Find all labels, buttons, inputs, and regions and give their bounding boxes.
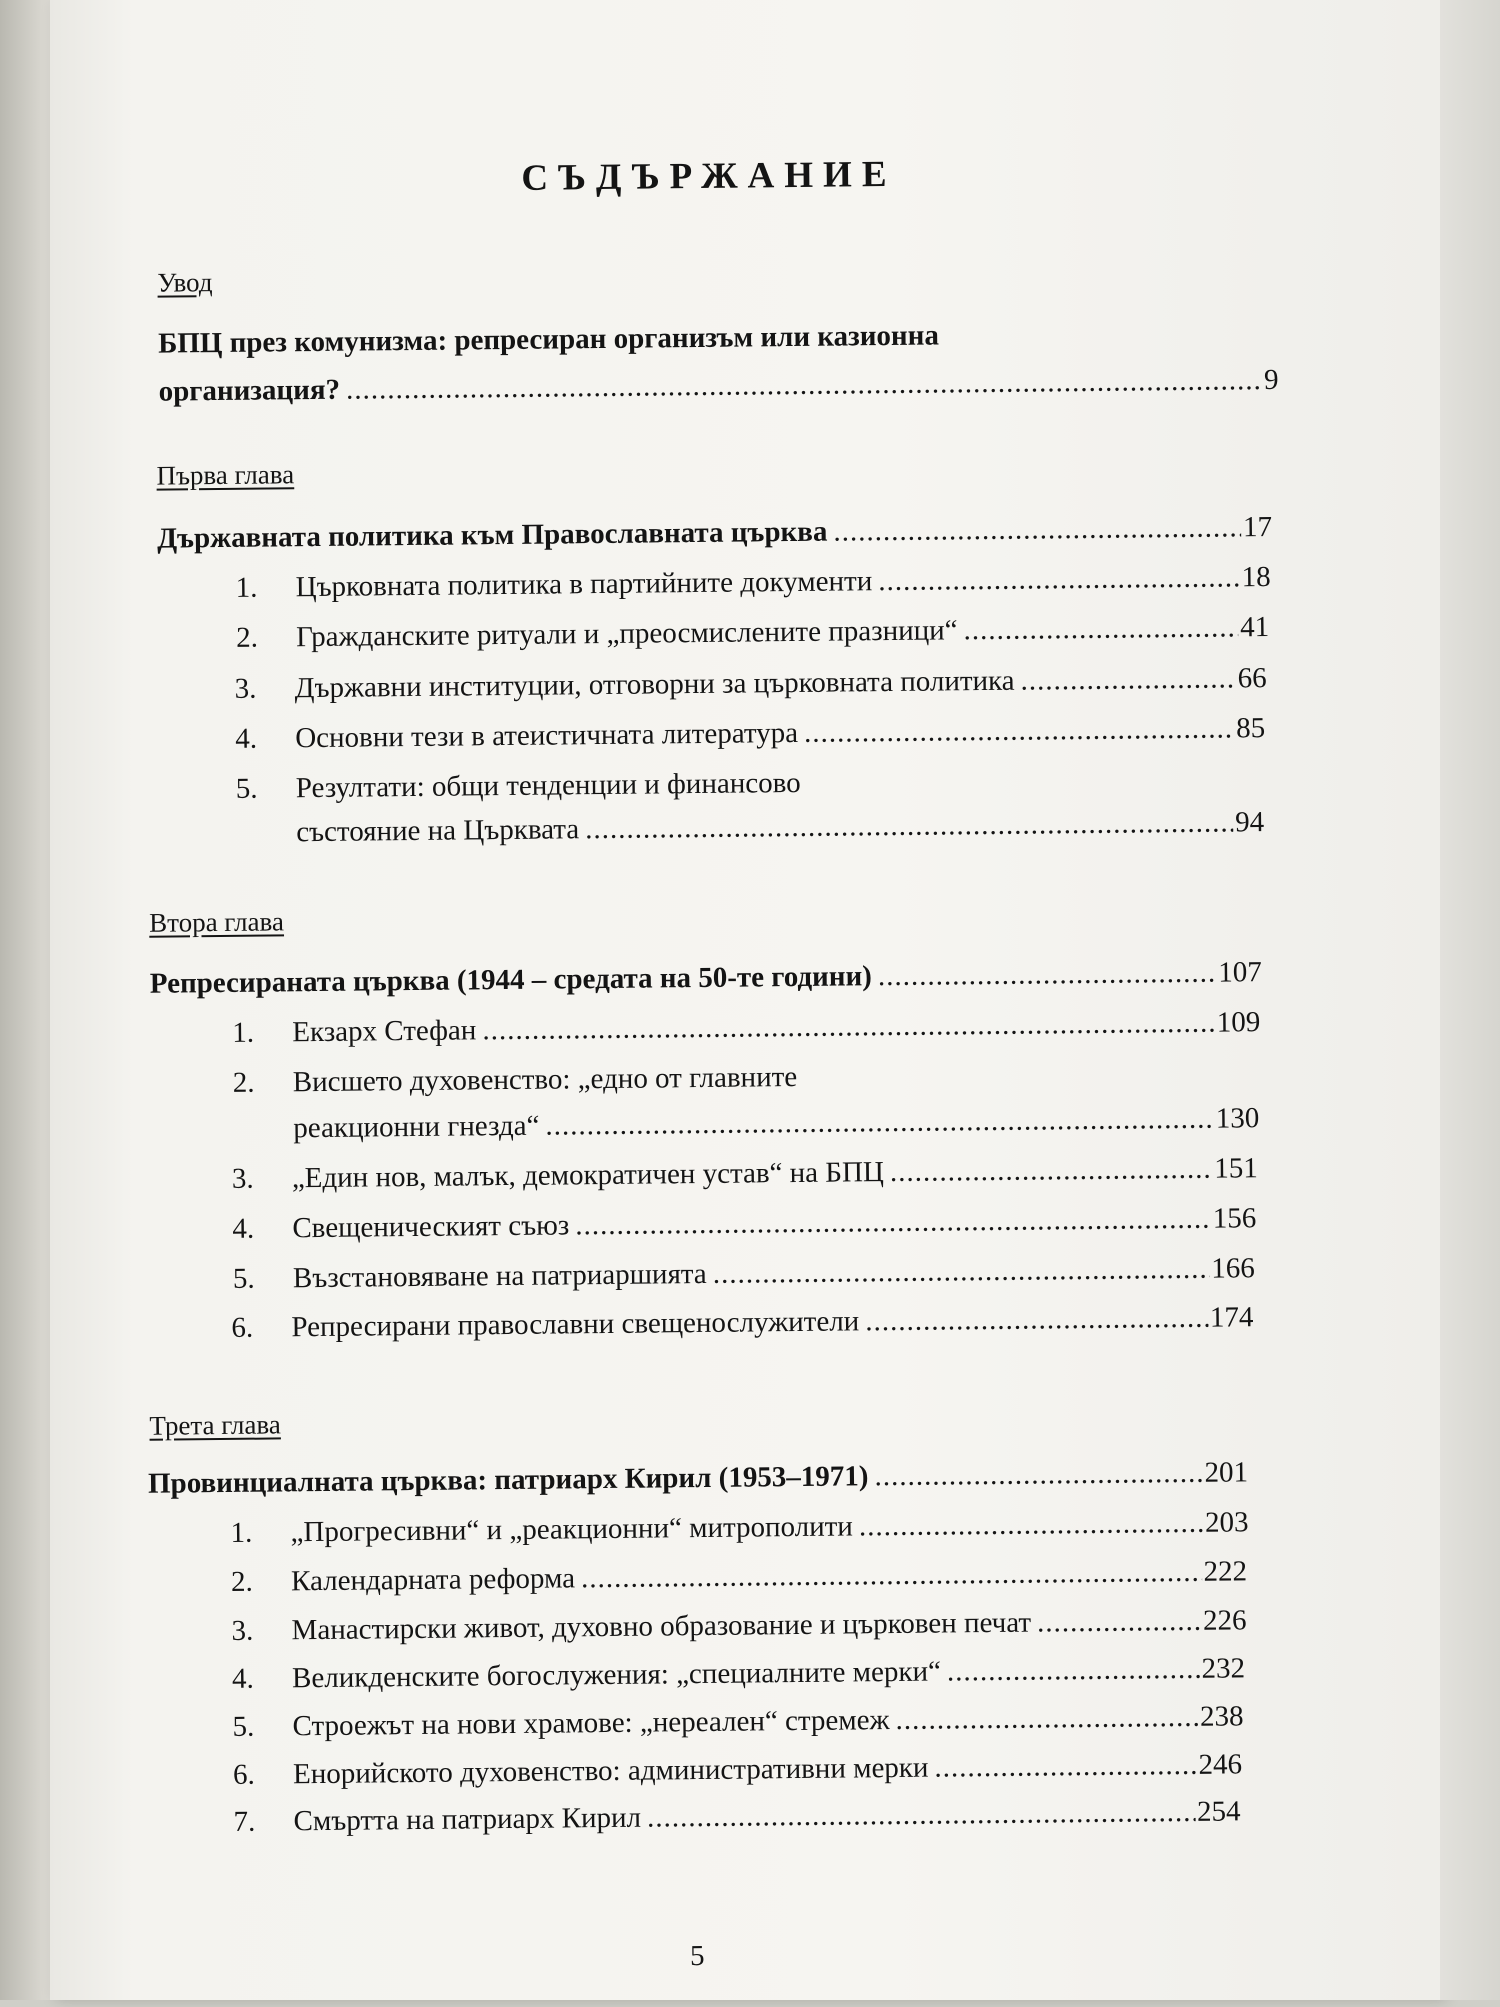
chapter3-item bbox=[233, 1795, 1240, 1839]
dot-leader bbox=[581, 1556, 1202, 1595]
item-number: 4. bbox=[231, 1662, 255, 1695]
dot-leader bbox=[585, 806, 1233, 846]
item-text: „Един нов, малък, демократичен устав“ на БПЦ bbox=[291, 1156, 885, 1195]
chapter2-item-line2 bbox=[293, 1102, 1259, 1145]
dot-leader bbox=[575, 1203, 1211, 1243]
intro-title-entry bbox=[158, 364, 1278, 409]
item-page-number: 246 bbox=[1198, 1748, 1243, 1781]
chapter1-title-entry bbox=[157, 511, 1272, 556]
chapter2-label: Втора глава bbox=[149, 906, 285, 938]
item-page-number: 130 bbox=[1215, 1102, 1260, 1135]
item-text: Календарната реформа bbox=[290, 1562, 576, 1598]
item-number: 3. bbox=[234, 672, 257, 705]
chapter3-item bbox=[232, 1700, 1243, 1744]
chapter3-item bbox=[231, 1555, 1247, 1599]
intro-title-line1: БПЦ през комунизма: репресиран организъм или казионна bbox=[157, 319, 940, 360]
item-text: Църковната политика в партийните документи bbox=[295, 565, 873, 604]
item-text: Енорийското духовенство: административни мерки bbox=[292, 1751, 929, 1791]
item-number: 5. bbox=[235, 772, 258, 805]
page-title: СЪДЪРЖАНИЕ bbox=[521, 153, 897, 199]
intro-title-line2: организация? bbox=[158, 373, 341, 408]
item-page-number: 222 bbox=[1203, 1555, 1248, 1588]
item-page-number: 18 bbox=[1241, 561, 1271, 594]
item-text: Висшето духовенство: „едно от главните bbox=[292, 1060, 798, 1099]
item-page-number: 166 bbox=[1211, 1252, 1256, 1285]
item-page-number: 226 bbox=[1202, 1604, 1247, 1637]
item-text: Репресирани православни свещенослужители bbox=[291, 1305, 860, 1344]
item-page-number: 174 bbox=[1209, 1301, 1254, 1334]
chapter2-item bbox=[232, 1202, 1256, 1246]
item-text: Възстановяване на патриаршията bbox=[292, 1257, 707, 1295]
item-text: реакционни гнезда“ bbox=[293, 1109, 540, 1145]
item-page-number: 151 bbox=[1214, 1152, 1258, 1185]
item-text: Манастирски живот, духовно образование и църковен печат bbox=[291, 1606, 1032, 1647]
item-number: 1. bbox=[232, 1016, 255, 1049]
chapter3-item bbox=[232, 1652, 1245, 1696]
intro-page-number: 9 bbox=[1263, 363, 1279, 397]
item-number: 4. bbox=[232, 1212, 255, 1245]
item-text: Великденските богослужения: „специалните мерки“ bbox=[291, 1655, 942, 1695]
item-number: 7. bbox=[233, 1805, 256, 1838]
dot-leader bbox=[833, 511, 1241, 548]
chapter1-item bbox=[235, 712, 1265, 756]
chapter1-item-line2 bbox=[296, 806, 1264, 849]
dot-leader bbox=[890, 1153, 1213, 1189]
chapter1-label: Първа глава bbox=[156, 459, 295, 491]
item-page-number: 156 bbox=[1212, 1202, 1257, 1235]
chapter2-item bbox=[233, 1252, 1255, 1296]
dot-leader bbox=[963, 611, 1238, 647]
chapter3-title: Провинциалната църква: патриарх Кирил (1953–1971) bbox=[147, 1460, 869, 1500]
item-page-number: 203 bbox=[1204, 1506, 1249, 1539]
dot-leader bbox=[859, 1507, 1203, 1544]
item-page-number: 94 bbox=[1235, 806, 1265, 839]
item-page-number: 85 bbox=[1236, 712, 1266, 745]
chapter1-item bbox=[235, 662, 1267, 706]
chapter2-title: Репресираната църква (1944 – средата на 50-те години) bbox=[149, 960, 873, 1000]
item-number: 5. bbox=[232, 1262, 255, 1295]
item-text: Свещеническият съюз bbox=[292, 1209, 570, 1245]
dot-leader bbox=[482, 1007, 1215, 1048]
chapter2-item bbox=[231, 1301, 1253, 1345]
item-page-number: 232 bbox=[1201, 1652, 1246, 1685]
dot-leader bbox=[713, 1253, 1210, 1291]
dot-leader bbox=[647, 1796, 1195, 1835]
dot-leader bbox=[878, 561, 1240, 598]
dot-leader bbox=[545, 1103, 1214, 1143]
item-page-number: 41 bbox=[1239, 611, 1270, 644]
item-page-number: 238 bbox=[1199, 1700, 1244, 1733]
item-number: 3. bbox=[231, 1162, 254, 1195]
item-text: Строежът на нови храмове: „нереален“ стремеж bbox=[292, 1704, 890, 1743]
chapter2-item bbox=[232, 1006, 1260, 1050]
chapter1-item bbox=[236, 611, 1269, 655]
chapter1-title: Държавната политика към Православната църква bbox=[156, 515, 828, 555]
chapter2-item-line1 bbox=[233, 1061, 798, 1100]
item-text: Гражданските ритуали и „преосмислените празници“ bbox=[296, 614, 958, 654]
chapter3-page-number: 201 bbox=[1204, 1456, 1249, 1489]
item-number: 1. bbox=[230, 1516, 253, 1549]
item-text: Основни тези в атеистичната литература bbox=[295, 716, 799, 755]
item-number: 2. bbox=[236, 621, 259, 654]
item-page-number: 109 bbox=[1216, 1006, 1261, 1039]
chapter2-title-entry bbox=[150, 956, 1262, 1001]
item-number: 2. bbox=[230, 1565, 253, 1598]
item-text: Резултати: общи тенденции и финансово bbox=[295, 766, 801, 805]
item-number: 4. bbox=[235, 722, 258, 755]
dot-leader bbox=[874, 1457, 1202, 1493]
dot-leader bbox=[947, 1653, 1200, 1689]
dot-leader bbox=[346, 364, 1262, 407]
item-text: Екзарх Стефан bbox=[292, 1014, 477, 1049]
chapter3-item bbox=[233, 1748, 1242, 1792]
dot-leader bbox=[865, 1302, 1208, 1339]
chapter3-item bbox=[231, 1604, 1246, 1648]
item-number: 5. bbox=[232, 1710, 255, 1743]
chapter2-page-number: 107 bbox=[1218, 956, 1262, 989]
item-page-number: 254 bbox=[1196, 1795, 1241, 1828]
item-number: 6. bbox=[232, 1758, 256, 1791]
dot-leader bbox=[895, 1701, 1198, 1737]
page-number: 5 bbox=[689, 1940, 705, 1973]
dot-leader bbox=[878, 957, 1217, 994]
chapter2-item bbox=[232, 1152, 1258, 1196]
item-text: Смъртта на патриарх Кирил bbox=[293, 1801, 642, 1838]
dot-leader bbox=[1037, 1605, 1201, 1640]
dot-leader bbox=[934, 1749, 1196, 1785]
dot-leader bbox=[1020, 662, 1235, 697]
chapter3-title-entry bbox=[148, 1456, 1248, 1501]
item-text: състояние на Църквата bbox=[296, 813, 580, 849]
chapter3-item bbox=[230, 1506, 1248, 1550]
chapter1-item bbox=[235, 561, 1270, 605]
item-page-number: 66 bbox=[1237, 662, 1267, 695]
item-number: 2. bbox=[232, 1066, 255, 1099]
item-number: 6. bbox=[231, 1311, 254, 1344]
intro-label: Увод bbox=[157, 267, 213, 298]
item-number: 3. bbox=[231, 1614, 254, 1647]
chapter1-item-line1 bbox=[236, 767, 801, 806]
item-text: Държавни институции, отговорни за църковната политика bbox=[294, 664, 1015, 705]
item-text: „Прогресивни“ и „реакционни“ митрополити bbox=[290, 1510, 854, 1549]
dot-leader bbox=[804, 712, 1234, 750]
chapter3-label: Трета глава bbox=[149, 1409, 281, 1441]
chapter1-page-number: 17 bbox=[1242, 510, 1273, 544]
item-number: 1. bbox=[235, 571, 258, 604]
